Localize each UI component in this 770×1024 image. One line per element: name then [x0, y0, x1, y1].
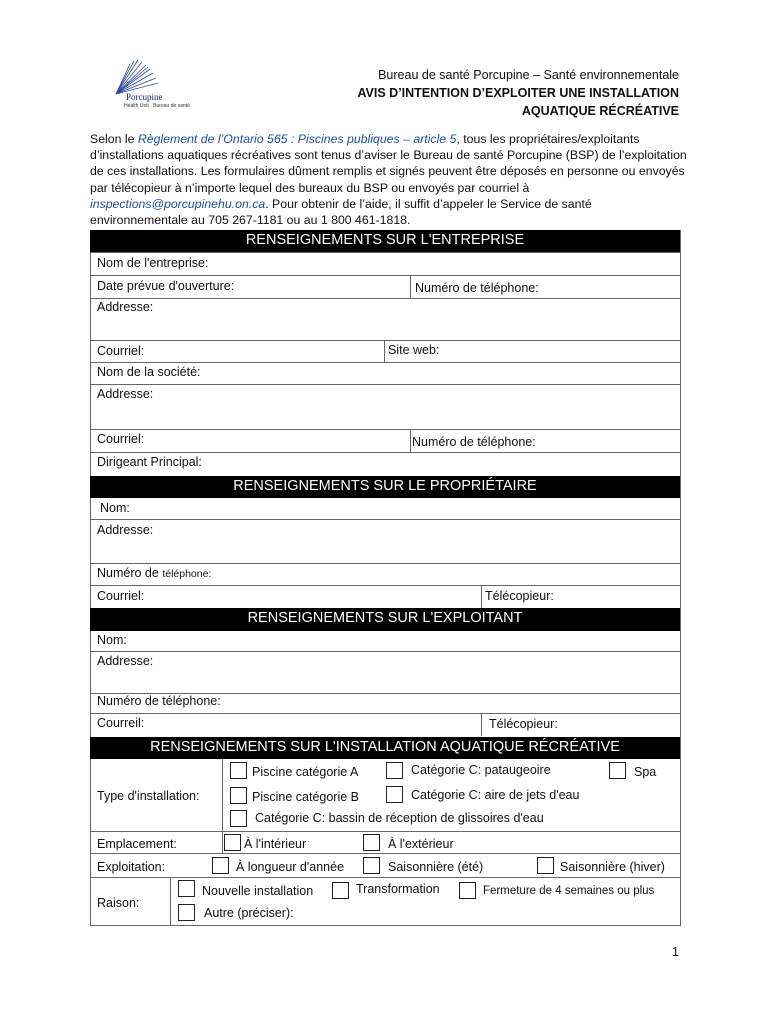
intro-text-1: Selon le — [90, 132, 138, 146]
label-dirigeant: Dirigeant Principal: — [97, 455, 202, 469]
intro-text-2: , tous les propriétaires/exploitants d’installations aquatiques récréatives sont tenus d’aviser le Bureau de santé Porcupine (BSP) de l’exploitation de ces installations. Les formulaires dûment remplis et signés peuvent être déposés en personne ou envoyés par télécopieur à n’importe lequel des bureaux du BSP ou envoyés par courriel à — [90, 132, 687, 195]
checkbox-exterieur[interactable] — [363, 834, 380, 851]
label-glissoires: Catégorie C: bassin de réception de glissoires d'eau — [255, 811, 544, 825]
label-piscine-b: Piscine catégorie B — [252, 790, 360, 804]
label-hiver: Saisonnière (hiver) — [560, 860, 665, 874]
label-raison: Raison: — [97, 896, 140, 910]
label-telephone-entreprise: Numéro de téléphone: — [415, 281, 539, 295]
intro-text-3: . Pour obtenir de l’aide, il suffit d’appeler le Service de santé environnementale au 705 267-1181 ou au 1 800 461-1818. — [90, 196, 592, 228]
label-pataugeoire: Catégorie C: pataugeoire — [411, 763, 551, 777]
label-courriel-proprietaire: Courriel: — [97, 589, 145, 603]
label-autre: Autre (préciser): — [204, 906, 294, 920]
label-adresse-proprietaire: Addresse: — [97, 523, 154, 537]
form-title-line2: AQUATIQUE RÉCRÉATIVE — [521, 104, 679, 118]
label-courriel-entreprise: Courriel: — [97, 344, 145, 358]
label-adresse-entreprise: Addresse: — [97, 300, 154, 314]
label-exterieur: À l'extérieur — [388, 837, 454, 851]
form-left-border — [90, 230, 91, 925]
label-interieur: À l'intérieur — [244, 837, 307, 851]
label-fermeture: Fermeture de 4 semaines ou plus — [483, 885, 655, 897]
checkbox-autre[interactable] — [178, 904, 195, 921]
form-title-line1: AVIS D’INTENTION D’EXPLOITER UNE INSTALLATION — [357, 86, 679, 100]
label-telecopieur-proprietaire: Télécopieur: — [485, 589, 554, 603]
checkbox-jets-eau[interactable] — [386, 786, 403, 803]
label-adresse-societe: Addresse: — [97, 387, 154, 401]
section-header-entreprise: RENSEIGNEMENTS SUR L'ENTREPRISE — [90, 230, 680, 252]
checkbox-pataugeoire[interactable] — [386, 762, 403, 779]
label-nouvelle: Nouvelle installation — [202, 884, 314, 898]
checkbox-annee[interactable] — [212, 857, 229, 874]
checkbox-piscine-a[interactable] — [230, 762, 247, 779]
label-transformation: Transformation — [356, 882, 440, 896]
label-annee: À longueur d'année — [236, 860, 345, 874]
telephone-label-part1: Numéro de — [97, 566, 163, 580]
checkbox-piscine-b[interactable] — [230, 787, 247, 804]
label-courriel-societe: Courriel: — [97, 432, 145, 446]
label-telecopieur-exploitant: Télécopieur: — [489, 717, 558, 731]
checkbox-nouvelle[interactable] — [178, 880, 195, 897]
checkbox-hiver[interactable] — [537, 857, 554, 874]
label-telephone-societe: Numéro de téléphone: — [412, 435, 536, 449]
logo — [100, 58, 200, 114]
label-nom-proprietaire: Nom: — [100, 501, 130, 515]
logo-name: Porcupine — [126, 92, 163, 102]
label-spa: Spa — [634, 765, 657, 779]
page-number: 1 — [672, 945, 679, 959]
label-nom-societe: Nom de la société: — [97, 365, 201, 379]
form-right-border — [680, 230, 681, 925]
label-exploitation: Exploitation: — [97, 860, 166, 874]
checkbox-fermeture[interactable] — [459, 882, 476, 899]
label-date-ouverture: Date prévue d'ouverture: — [97, 279, 235, 293]
section-header-proprietaire: RENSEIGNEMENTS SUR LE PROPRIÉTAIRE — [90, 476, 680, 498]
label-adresse-exploitant: Addresse: — [97, 654, 154, 668]
checkbox-interieur[interactable] — [224, 834, 241, 851]
checkbox-ete[interactable] — [363, 857, 380, 874]
checkbox-spa[interactable] — [609, 762, 626, 779]
label-type-installation: Type d'installation: — [97, 789, 200, 803]
logo-tagline: Health Unit · Bureau de santé — [124, 103, 190, 109]
label-nom-exploitant: Nom: — [97, 633, 127, 647]
regulation-link[interactable]: Règlement de l’Ontario 565 : Piscines publiques – article 5 — [137, 132, 457, 146]
label-jets-eau: Catégorie C: aire de jets d'eau — [411, 788, 580, 802]
label-piscine-a: Piscine catégorie A — [252, 765, 359, 779]
label-ete: Saisonnière (été) — [388, 860, 484, 874]
label-courriel-exploitant: Courreil: — [97, 716, 145, 730]
org-line: Bureau de santé Porcupine – Santé environnementale — [378, 68, 679, 82]
section-header-installation: RENSEIGNEMENTS SUR L'INSTALLATION AQUATIQUE RÉCRÉATIVE — [90, 737, 680, 759]
label-nom-entreprise: Nom de l'entreprise: — [97, 256, 209, 270]
label-telephone-proprietaire — [97, 566, 211, 582]
section-header-exploitant: RENSEIGNEMENTS SUR L'EXPLOITANT — [90, 608, 680, 631]
label-emplacement: Emplacement: — [97, 837, 177, 851]
label-site-web: Site web: — [388, 343, 440, 357]
checkbox-glissoires[interactable] — [230, 810, 247, 827]
email-link[interactable]: inspections@porcupinehu.on.ca — [90, 196, 266, 211]
intro-paragraph — [90, 131, 690, 228]
telephone-label-part2: téléphone: — [162, 568, 212, 580]
label-telephone-exploitant: Numéro de téléphone: — [97, 694, 221, 708]
checkbox-transformation[interactable] — [332, 882, 349, 899]
